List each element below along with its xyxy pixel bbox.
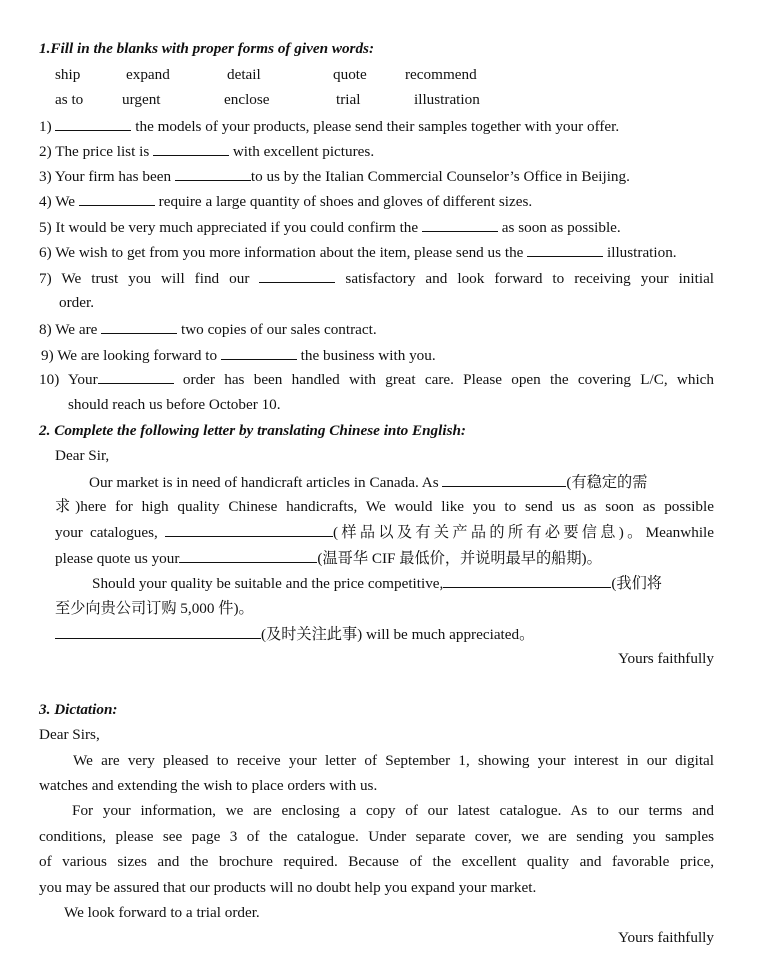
word-trial: trial — [336, 91, 361, 108]
letter-line-5 — [92, 574, 662, 593]
item-number: 10) — [39, 371, 60, 388]
word-ship: ship — [55, 66, 81, 83]
exercise-item-9 — [41, 346, 436, 365]
dictation-p1-line1: We are very pleased to receive your letter of September 1, showing your interest in our digital — [73, 752, 714, 769]
section2-title: 2. Complete the following letter by translating Chinese into English: — [39, 422, 466, 439]
item-number: 4) — [39, 193, 52, 210]
dictation-p1-line2: watches and extending the wish to place orders with us. — [39, 777, 378, 794]
word-detail: detail — [227, 66, 261, 83]
chinese-prompt: (有稳定的需 — [566, 474, 648, 491]
item-text: two copies of our sales contract. — [180, 321, 377, 338]
word-urgent: urgent — [122, 91, 161, 108]
exercise-item-8 — [39, 320, 377, 339]
chinese-prompt: (样品以及有关产品的所有必要信息)。Meanwhile — [332, 524, 715, 541]
chinese-prompt: (及时关注此事) will be much appreciated。 — [261, 626, 535, 643]
word-recommend: recommend — [405, 66, 477, 83]
item-text: with excellent pictures. — [232, 143, 375, 160]
chinese-prompt: (温哥华 CIF 最低价，并说明最早的船期)。 — [317, 550, 602, 567]
letter-text: Should your quality be suitable and the price competitive, — [92, 575, 444, 592]
letter-salutation: Dear Sir, — [55, 447, 110, 464]
item-number: 5) — [39, 219, 52, 236]
exercise-item-1 — [39, 117, 619, 136]
dictation-p3: We look forward to a trial order. — [64, 904, 260, 921]
item-text: Your — [67, 371, 98, 388]
answer-blank[interactable] — [259, 269, 335, 283]
chinese-prompt: (我们将 — [611, 575, 662, 592]
exercise-item-4 — [39, 192, 532, 211]
answer-blank[interactable] — [55, 117, 131, 131]
exercise-item-2 — [39, 142, 374, 161]
translation-blank[interactable] — [55, 625, 261, 639]
exercise-item-5 — [39, 218, 621, 237]
exercise-item-3 — [39, 167, 630, 186]
section1-title: 1.Fill in the blanks with proper forms of given words: — [39, 40, 375, 57]
dictation-salutation: Dear Sirs, — [39, 726, 100, 743]
item-text: We are looking forward to — [57, 347, 218, 364]
answer-blank[interactable] — [98, 370, 174, 384]
word-expand: expand — [126, 66, 170, 83]
answer-blank[interactable] — [527, 243, 603, 257]
item-text: We wish to get from you more information about the item, please send us the — [55, 244, 524, 261]
translation-blank[interactable] — [442, 473, 566, 487]
item-text: illustration. — [607, 244, 677, 261]
letter-text: Our market is in need of handicraft articles in Canada. As — [89, 474, 439, 491]
translation-blank[interactable] — [179, 549, 317, 563]
answer-blank[interactable] — [79, 192, 155, 206]
item-text: Your firm has been — [54, 168, 172, 185]
section3-title: 3. Dictation: — [39, 701, 118, 718]
item-number: 6) — [39, 244, 52, 261]
item-text: require a large quantity of shoes and gloves of different sizes. — [158, 193, 533, 210]
dictation-p2-line4: you may be assured that our products will no doubt help you expand your market. — [39, 879, 537, 896]
letter-line-3 — [55, 523, 714, 542]
dictation-closing: Yours faithfully — [618, 929, 714, 946]
item-number: 3) — [39, 168, 52, 185]
dictation-p2-line3: of various sizes and the brochure required. Because of the excellent quality and favorable price, — [39, 853, 714, 870]
letter-closing: Yours faithfully — [618, 650, 714, 667]
item-number: 8) — [39, 321, 52, 338]
item-text: It would be very much appreciated if you could confirm the — [55, 219, 419, 236]
letter-line-1 — [89, 473, 714, 492]
dictation-p2-line2: conditions, please see page 3 of the catalogue. Under separate cover, we are sending you samples — [39, 828, 714, 845]
item-text: The price list is — [55, 143, 150, 160]
item-text: We — [55, 193, 76, 210]
letter-text: please quote us your — [55, 550, 180, 567]
word-enclose: enclose — [224, 91, 270, 108]
exercise-item-10 — [39, 370, 714, 389]
letter-line-2: 求)here for high quality Chinese handicrafts, We would like you to send us as soon as possible — [55, 498, 714, 515]
item-text: We trust you will find our — [61, 270, 250, 287]
letter-line-7 — [55, 625, 534, 644]
exercise-item-7-continued: order. — [59, 294, 95, 311]
dictation-p2-line1: For your information, we are enclosing a copy of our latest catalogue. As to our terms and — [72, 802, 714, 819]
item-text: as soon as possible. — [501, 219, 621, 236]
answer-blank[interactable] — [101, 320, 177, 334]
exercise-item-6 — [39, 243, 677, 262]
item-text: the models of your products, please send their samples together with your offer. — [135, 118, 620, 135]
item-text: satisfactory and look forward to receiving your initial — [345, 270, 715, 287]
item-number: 9) — [41, 347, 54, 364]
letter-line-6: 至少向贵公司订购 5,000 件)。 — [55, 600, 254, 617]
word-quote: quote — [333, 66, 367, 83]
item-text: the business with you. — [300, 347, 436, 364]
translation-blank[interactable] — [165, 523, 333, 537]
letter-line-4 — [55, 549, 602, 568]
answer-blank[interactable] — [221, 346, 297, 360]
word-as-to: as to — [55, 91, 84, 108]
word-illustration: illustration — [414, 91, 480, 108]
item-text: to us by the Italian Commercial Counselor’s Office in Beijing. — [250, 168, 630, 185]
item-text: We are — [55, 321, 98, 338]
exercise-item-10-continued: should reach us before October 10. — [68, 396, 281, 413]
letter-text: your catalogues, — [55, 524, 158, 541]
item-number: 7) — [39, 270, 52, 287]
answer-blank[interactable] — [175, 167, 251, 181]
answer-blank[interactable] — [422, 218, 498, 232]
item-text: order has been handled with great care. Please open the covering L/C, which — [182, 371, 715, 388]
item-number: 2) — [39, 143, 52, 160]
item-number: 1) — [39, 118, 52, 135]
translation-blank[interactable] — [443, 574, 611, 588]
answer-blank[interactable] — [153, 142, 229, 156]
exercise-item-7 — [39, 269, 714, 288]
